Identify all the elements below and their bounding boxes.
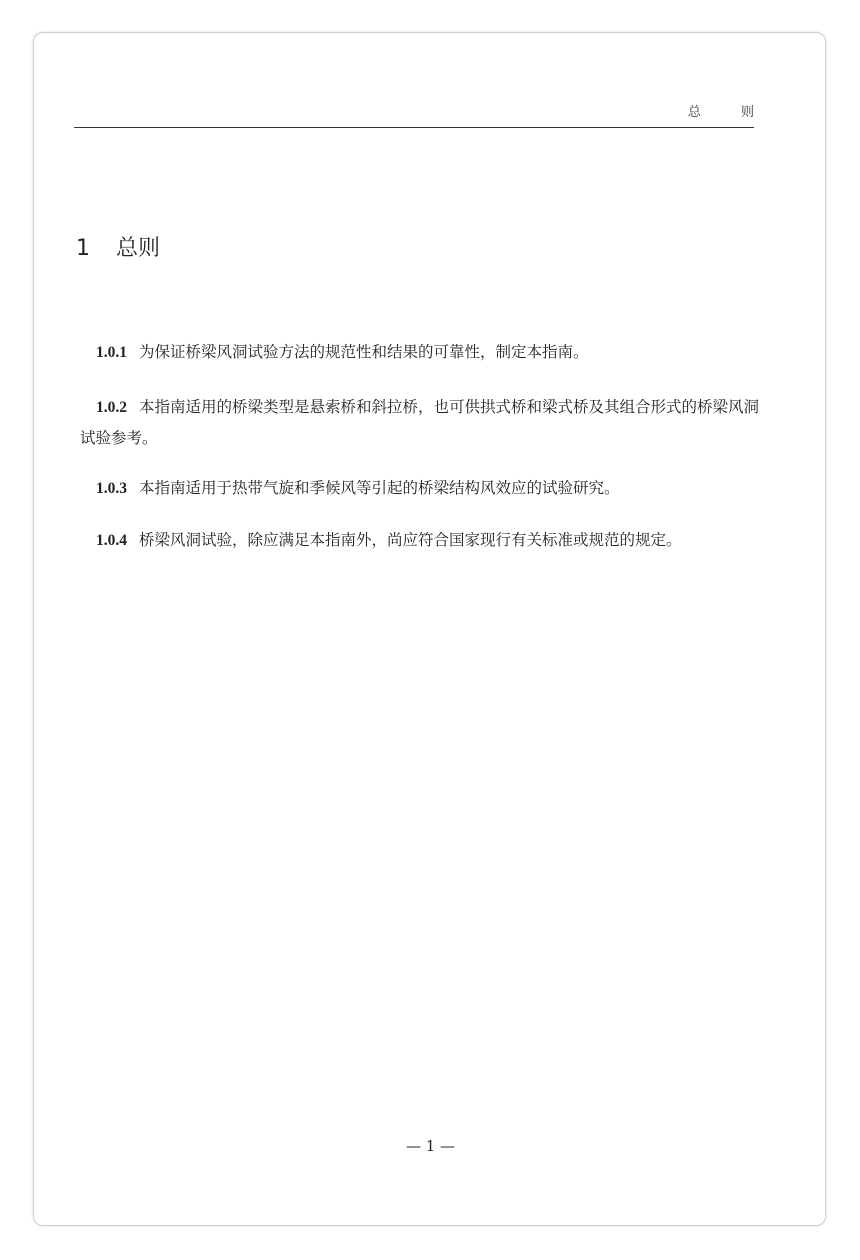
- clause-number: 1.0.4: [96, 532, 127, 549]
- clause-1-0-4: [80, 525, 760, 556]
- page-number: — 1 —: [405, 1137, 456, 1155]
- chapter-title: [76, 231, 160, 262]
- clause-number: 1.0.3: [96, 480, 127, 497]
- clause-text: 桥梁风洞试验，除应满足本指南外，尚应符合国家现行有关标准或规范的规定。: [139, 531, 682, 549]
- clause-number: 1.0.1: [96, 344, 127, 361]
- clause-text: 本指南适用的桥梁类型是悬索桥和斜拉桥，也可供拱式桥和梁式桥及其组合形式的桥梁风洞试验参考。: [80, 398, 760, 447]
- document-page: [33, 32, 826, 1226]
- chapter-number: 1: [76, 236, 90, 261]
- running-head-text: 总 则: [687, 105, 772, 120]
- clause-1-0-1: [80, 337, 760, 368]
- clause-number: 1.0.2: [96, 399, 127, 416]
- clause-1-0-3: [80, 473, 760, 504]
- clause-1-0-2: [80, 392, 760, 453]
- chapter-title-text: 总则: [116, 236, 161, 261]
- clause-text: 为保证桥梁风洞试验方法的规范性和结果的可靠性，制定本指南。: [139, 343, 589, 361]
- running-head: [74, 101, 772, 128]
- clause-text: 本指南适用于热带气旋和季候风等引起的桥梁结构风效应的试验研究。: [139, 479, 620, 497]
